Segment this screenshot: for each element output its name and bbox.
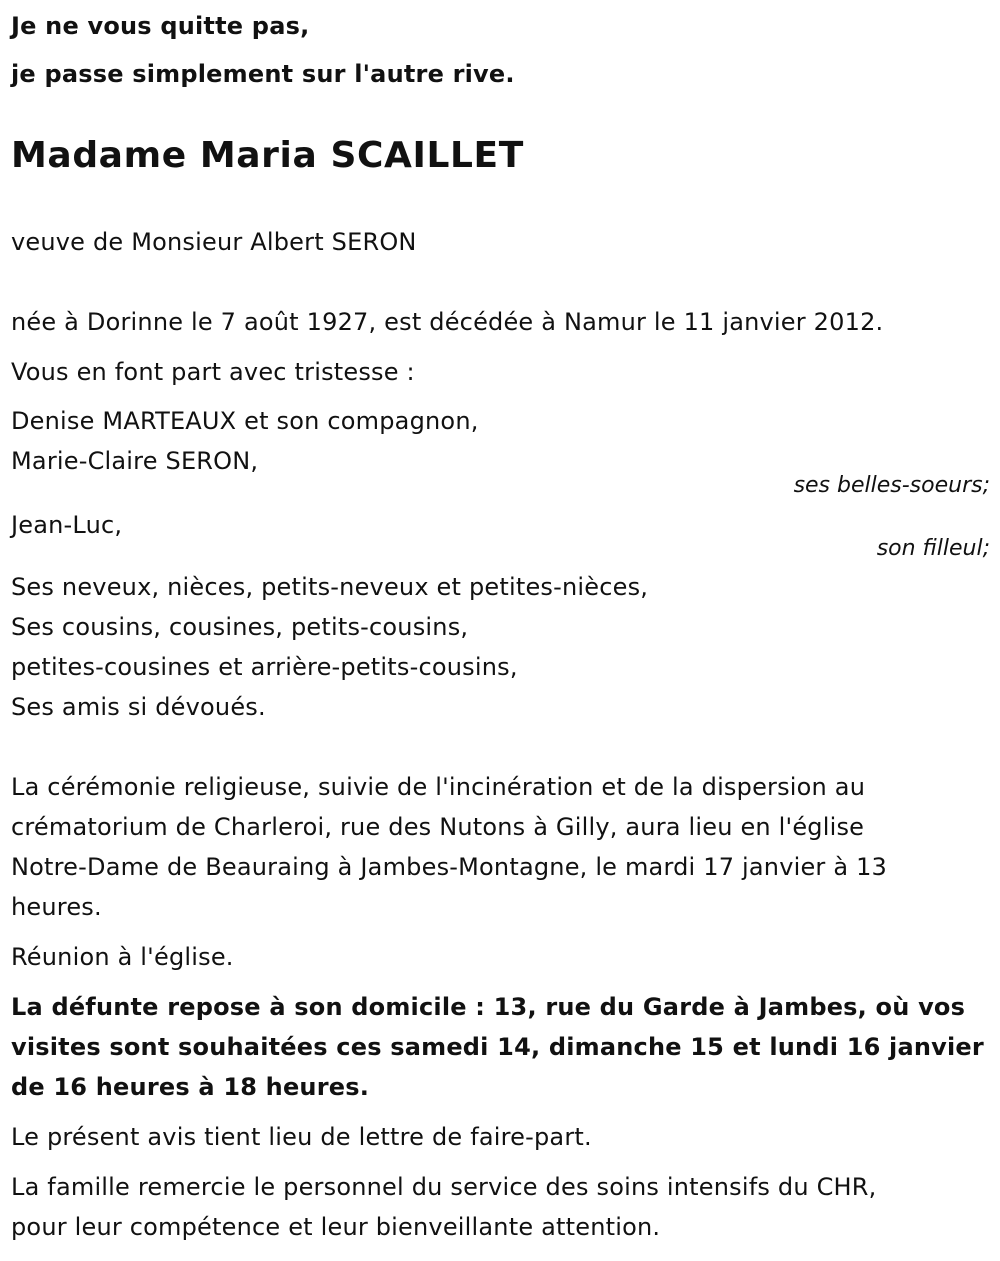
repose-line-2: visites sont souhaitées ces samedi 14, dimanche 15 et lundi 16 janvier bbox=[11, 1033, 984, 1061]
thanks-line-1: La famille remercie le personnel du service des soins intensifs du CHR, bbox=[11, 1173, 877, 1201]
family-line-1: Denise MARTEAUX et son compagnon, bbox=[11, 407, 479, 435]
announce-intro: Vous en font part avec tristesse : bbox=[11, 358, 415, 386]
family-line-2: Marie-Claire SERON, bbox=[11, 447, 259, 475]
godson-role: son filleul; bbox=[876, 536, 990, 561]
family-others-line-1: Ses neveux, nièces, petits-neveux et petites-nièces, bbox=[11, 573, 649, 601]
family-others-line-2: Ses cousins, cousines, petits-cousins, bbox=[11, 613, 469, 641]
ceremony-line-4: heures. bbox=[11, 893, 102, 921]
repose-line-3: de 16 heures à 18 heures. bbox=[11, 1073, 370, 1101]
meeting-line: Réunion à l'église. bbox=[11, 943, 234, 971]
deceased-name: Madame Maria SCAILLET bbox=[11, 135, 524, 176]
family-others-line-4: Ses amis si dévoués. bbox=[11, 693, 266, 721]
repose-line-1: La défunte repose à son domicile : 13, rue du Garde à Jambes, où vos bbox=[11, 993, 966, 1021]
notice-line: Le présent avis tient lieu de lettre de faire-part. bbox=[11, 1123, 592, 1151]
epigraph-line-1: Je ne vous quitte pas, bbox=[11, 12, 310, 40]
epigraph-line-2: je passe simplement sur l'autre rive. bbox=[11, 60, 515, 88]
spouse-line: veuve de Monsieur Albert SERON bbox=[11, 228, 417, 256]
ceremony-line-3: Notre-Dame de Beauraing à Jambes-Montagne, le mardi 17 janvier à 13 bbox=[11, 853, 888, 881]
family-others-line-3: petites-cousines et arrière-petits-cousins, bbox=[11, 653, 518, 681]
godson-line: Jean-Luc, bbox=[11, 511, 123, 539]
ceremony-line-2: crématorium de Charleroi, rue des Nutons à Gilly, aura lieu en l'église bbox=[11, 813, 865, 841]
thanks-line-2: pour leur compétence et leur bienveillante attention. bbox=[11, 1213, 661, 1241]
ceremony-line-1: La cérémonie religieuse, suivie de l'incinération et de la dispersion au bbox=[11, 773, 866, 801]
sisters-in-law-role: ses belles-soeurs; bbox=[793, 473, 990, 498]
birth-death-line: née à Dorinne le 7 août 1927, est décédée à Namur le 11 janvier 2012. bbox=[11, 308, 884, 336]
